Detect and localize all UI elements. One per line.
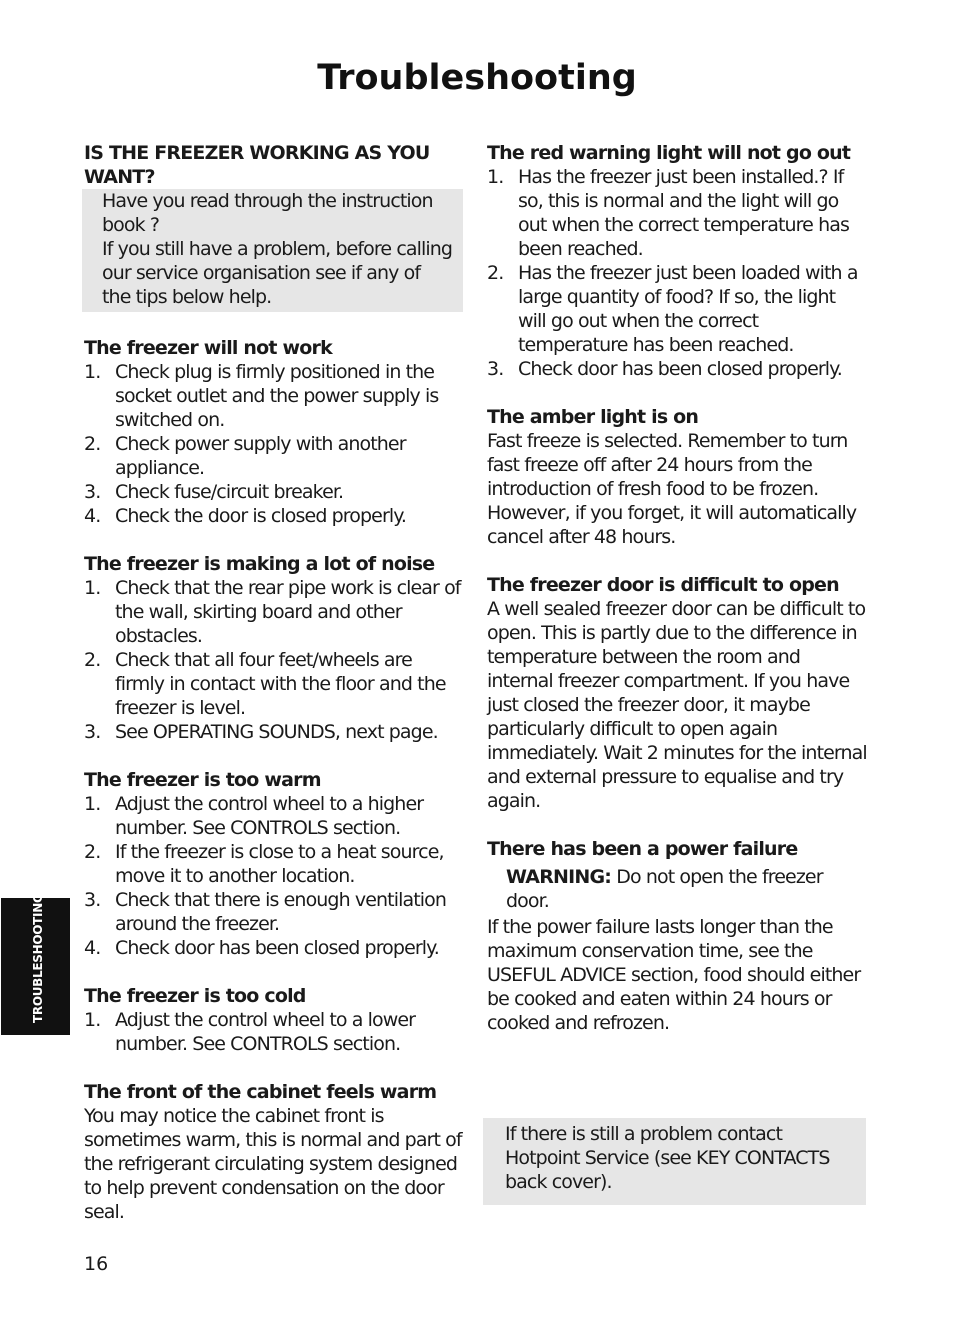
section-heading: The freezer will not work [84,337,332,359]
item-number: 3. [487,358,504,380]
section-power-failure [487,837,867,1035]
section-text: A well sealed freezer door can be difficult to open. This is partly due to the difference in temperature between the room and internal freezer compartment. If you have just closed the freezer door, it maybe particularly difficult to open again immediately. Wait 2 minutes for the internal and external pressure to equalise and try again. [487,598,867,812]
numbered-list [84,576,464,744]
list-item [84,840,464,888]
item-number: 1. [487,166,504,188]
list-item [487,261,867,357]
section-cabinet-warm [84,1080,464,1224]
left-column [84,141,464,1248]
section-will-not-work [84,336,464,528]
side-tab-label: TROUBLESHOOTING [31,893,45,1023]
section-heading: The red warning light will not go out [487,142,851,164]
numbered-list [487,165,867,381]
item-text: Adjust the control wheel to a higher number. See CONTROLS section. [115,793,424,839]
section-side-tab [1,893,70,1035]
section-text: You may notice the cabinet front is sometimes warm, this is normal and part of the refrigerant circulating system designed to help prevent condensation on the door seal. [84,1105,462,1223]
section-heading: The front of the cabinet feels warm [84,1081,437,1103]
list-item [84,1008,464,1056]
item-text: Has the freezer just been loaded with a large quantity of food? If so, the light will go out when the correct temperature has been reached. [518,262,858,356]
item-number: 2. [487,262,504,284]
list-item [487,165,867,261]
list-item [84,360,464,432]
section-heading: The amber light is on [487,406,699,428]
list-item [84,888,464,936]
item-text: Check plug is firmly positioned in the socket outlet and the power supply is switched on. [115,361,439,431]
section-too-warm [84,768,464,960]
intro-heading: IS THE FREEZER WORKING AS YOU WANT? [84,142,430,188]
item-text: Check power supply with another appliance. [115,433,406,479]
section-text: If the power failure lasts longer than the maximum conservation time, see the USEFUL ADVICE section, food should either be cooked and eaten within 24 hours or cooked and refrozen. [487,916,861,1034]
item-number: 1. [84,361,101,383]
numbered-list [84,360,464,528]
page-number: 16 [84,1253,109,1275]
intro-note-line: Have you read through the instruction book ? [102,190,433,236]
section-heading: The freezer door is difficult to open [487,574,839,596]
warning-text: Do not open the freezer door. [506,866,823,912]
item-text: Check fuse/circuit breaker. [115,481,344,503]
section-noise [84,552,464,744]
warning-label: WARNING: [506,866,612,888]
item-text: Check that the rear pipe work is clear of the wall, skirting board and other obstacles. [115,577,461,647]
item-number: 2. [84,841,101,863]
item-number: 1. [84,577,101,599]
list-item [84,432,464,480]
intro-note-box [82,189,463,312]
section-door-difficult [487,573,867,813]
item-number: 4. [84,505,101,527]
item-number: 3. [84,481,101,503]
section-heading: There has been a power failure [487,838,798,860]
contact-note-box [483,1118,866,1205]
list-item [84,504,464,528]
item-number: 2. [84,649,101,671]
list-item [84,720,464,744]
list-item [84,792,464,840]
list-item [84,576,464,648]
section-too-cold [84,984,464,1056]
numbered-list [84,1008,464,1056]
item-text: Has the freezer just been installed.? If so, this is normal and the light will go out when the correct temperature has been reached. [518,166,849,260]
item-text: Adjust the control wheel to a lower number. See CONTROLS section. [115,1009,416,1055]
warning-note [487,865,867,913]
page-title: Troubleshooting [317,58,637,98]
item-number: 1. [84,793,101,815]
item-number: 1. [84,1009,101,1031]
section-heading: The freezer is making a lot of noise [84,553,435,575]
item-text: Check that all four feet/wheels are firmly in contact with the floor and the freezer is level. [115,649,446,719]
item-number: 4. [84,937,101,959]
list-item [84,648,464,720]
right-column [487,141,867,1059]
item-number: 3. [84,889,101,911]
intro-note-line: If you still have a problem, before calling our service organisation see if any of the tips below help. [102,238,453,308]
item-number: 3. [84,721,101,743]
item-text: Check door has been closed properly. [115,937,439,959]
section-red-light [487,141,867,381]
list-item [84,480,464,504]
contact-note-text: If there is still a problem contact Hotpoint Service (see KEY CONTACTS back cover). [505,1123,830,1193]
section-heading: The freezer is too warm [84,769,321,791]
list-item [487,357,867,381]
section-text: Fast freeze is selected. Remember to turn fast freeze off after 24 hours from the introduction of fresh food to be frozen. However, if you forget, it will automatically cancel after 48 hours. [487,430,857,548]
item-text: Check the door is closed properly. [115,505,407,527]
item-text: Check door has been closed properly. [518,358,842,380]
item-number: 2. [84,433,101,455]
section-heading: The freezer is too cold [84,985,306,1007]
numbered-list [84,792,464,960]
section-amber-light [487,405,867,549]
list-item [84,936,464,960]
item-text: If the freezer is close to a heat source, move it to another location. [115,841,444,887]
item-text: Check that there is enough ventilation around the freezer. [115,889,446,935]
item-text: See OPERATING SOUNDS, next page. [115,721,438,743]
